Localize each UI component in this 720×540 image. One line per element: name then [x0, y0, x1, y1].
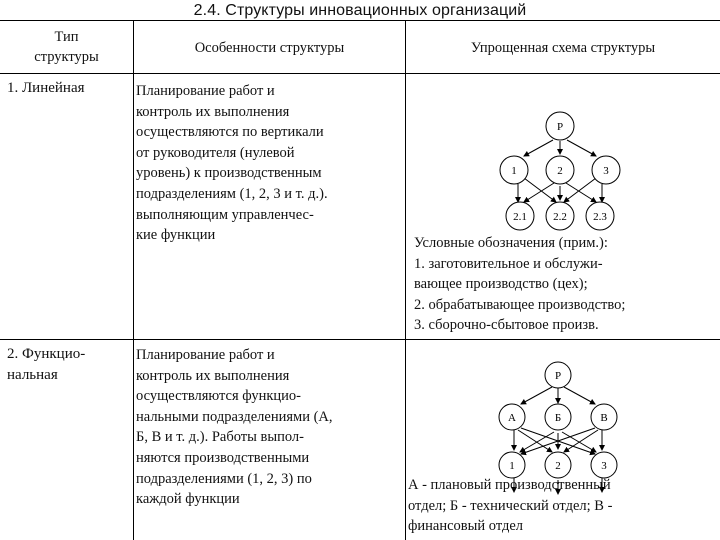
header-type: Тип структуры — [34, 29, 99, 65]
diagram-node-label: Б — [554, 412, 562, 424]
table-col-divider-1 — [133, 20, 134, 540]
page-title: 2.4. Структуры инновационных организаций — [193, 2, 527, 19]
table-col-divider-2 — [405, 20, 406, 540]
diagram-node-label: 2.3 — [593, 211, 607, 223]
legend-text: А - плановый производственный отдел; Б - технический отдел; В - финансовый отдел — [408, 477, 613, 535]
structure-features: Планирование работ и контроль их выполнения осуществляются функцио- нальными подразделениями (А, Б, В и т. д.). Работы выпол- няются производственными подразделениями (1, 2, 3) по каждой функции — [136, 347, 333, 508]
diagram-node-label: В — [600, 412, 608, 424]
diagram-node-label: Р — [554, 370, 562, 382]
diagram-node-label: 3 — [601, 460, 607, 472]
functional-structure-diagram — [478, 354, 638, 494]
diagram-node-label: 1 — [511, 165, 517, 177]
diagram-node-label: 2 — [557, 165, 563, 177]
diagram-node-label: Р — [556, 121, 564, 133]
header-features: Особенности структуры — [194, 40, 345, 56]
table-border-top — [0, 20, 720, 21]
diagram-node-label: 2.1 — [513, 211, 527, 223]
table-row-divider — [0, 339, 720, 340]
diagram-node-label: А — [508, 412, 516, 424]
structure-features: Планирование работ и контроль их выполнения осуществляются по вертикали от руководителя (нулевой уровень) к производственным подразделениям (1, 2, 3 и т. д.). выполняющим управленчес- кие функции — [136, 83, 328, 244]
diagram-node-label: 2.2 — [553, 211, 567, 223]
linear-structure-diagram — [480, 96, 640, 236]
diagram-node-label: 2 — [555, 460, 561, 472]
legend-text: Условные обозначения (прим.): 1. заготовительное и обслужи- вающее производство (цех); 2. обрабатывающее производство; 3. сборочно-сбытовое произв. — [414, 235, 626, 333]
structure-type: 1. Линейная — [7, 80, 85, 96]
header-scheme: Упрощенная схема структуры — [470, 40, 656, 56]
diagram-node-label: 1 — [509, 460, 515, 472]
table-header-divider — [0, 73, 720, 74]
structure-type: 2. Функцио- нальная — [7, 346, 86, 383]
diagram-node-label: 3 — [603, 165, 609, 177]
